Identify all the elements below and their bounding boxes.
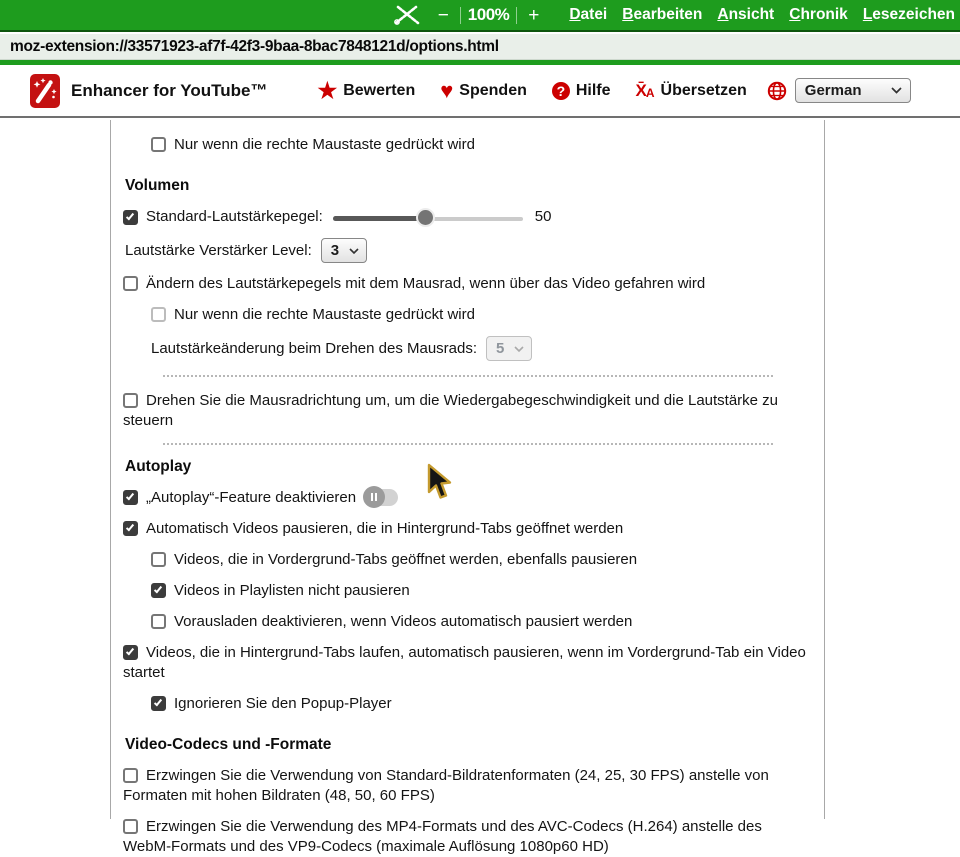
- booster-level-select[interactable]: [321, 238, 367, 263]
- pause-icon: [363, 486, 385, 508]
- option-row: [123, 766, 812, 806]
- volume-slider-thumb[interactable]: [416, 208, 435, 227]
- check-icon: [154, 585, 162, 594]
- option-label: Standard-Lautstärkepegel:: [146, 208, 323, 225]
- checkbox-pause-background[interactable]: [123, 521, 138, 536]
- rate-label: Bewerten: [343, 81, 416, 99]
- option-label: Nur wenn die rechte Maustaste gedrückt wird: [174, 136, 475, 153]
- help-label: Hilfe: [575, 81, 611, 99]
- zoom-in-button[interactable]: +: [528, 4, 540, 26]
- zoom-out-button[interactable]: −: [437, 4, 449, 26]
- page-title: Enhancer for YouTube™: [71, 80, 268, 100]
- checkbox-reverse-wheel[interactable]: [123, 393, 138, 408]
- check-icon: [126, 492, 134, 501]
- translate-icon: X̄ A: [635, 81, 655, 100]
- url-bar[interactable]: [0, 34, 960, 60]
- section-heading-volume: Volumen: [125, 177, 190, 194]
- menu-lesezeichen[interactable]: Lesezeichen: [862, 6, 955, 23]
- wheel-step-select[interactable]: [486, 336, 532, 361]
- chevron-down-icon: [514, 346, 524, 352]
- section-heading-codecs: Video-Codecs und -Formate: [125, 736, 332, 753]
- volume-slider[interactable]: [333, 208, 523, 227]
- globe-icon: [767, 81, 787, 101]
- checkbox-wheel-volume[interactable]: [123, 276, 138, 291]
- menubar-divider: [460, 7, 461, 24]
- check-icon: [126, 523, 134, 532]
- enhancer-logo-icon: [30, 72, 60, 109]
- option-row: [123, 817, 812, 857]
- option-label: Ändern des Lautstärkepegels mit dem Mausrad, wenn über das Video gefahren wird: [146, 275, 706, 292]
- question-icon: ?: [552, 82, 570, 100]
- section-heading-autoplay: Autoplay: [125, 458, 192, 475]
- checkbox-pause-foreground[interactable]: [151, 552, 166, 567]
- autoplay-toggle[interactable]: [365, 489, 398, 506]
- option-row: [151, 550, 812, 570]
- option-label: Videos in Playlisten nicht pausieren: [174, 582, 410, 599]
- option-label: Lautstärkeänderung beim Drehen des Mausrads:: [151, 339, 478, 357]
- volume-value: 50: [534, 208, 552, 225]
- check-icon: [126, 211, 134, 220]
- volume-slider-fill: [333, 216, 426, 221]
- wheel-step-value: 5: [496, 339, 505, 357]
- check-icon: [126, 647, 134, 656]
- donate-link[interactable]: [440, 77, 527, 103]
- option-label: Automatisch Videos pausieren, die in Hintergrund-Tabs geöffnet werden: [146, 520, 624, 537]
- checkbox-wheel-right-button[interactable]: [151, 307, 166, 322]
- checkbox-pause-when-foreground-starts[interactable]: [123, 645, 138, 660]
- dotted-separator: [163, 443, 773, 445]
- menu-ansicht[interactable]: Ansicht: [717, 6, 775, 23]
- options-page: [110, 120, 825, 855]
- browser-menubar: [0, 0, 960, 32]
- option-row: [151, 305, 812, 325]
- option-row: [123, 643, 812, 683]
- url-text: moz-extension://33571923-af7f-42f3-9baa-8bac7848121d/options.html: [10, 37, 499, 55]
- option-row: [151, 135, 812, 155]
- chevron-down-icon: [891, 87, 902, 94]
- booster-level-value: 3: [330, 241, 340, 259]
- menu-list: [559, 6, 960, 24]
- option-label: Erzwingen Sie die Verwendung von Standard-Bildratenformaten (24, 25, 30 FPS) anstelle von Formaten mit hohen Bildraten (48, 50, 60 FPS): [123, 767, 769, 804]
- option-row: [125, 238, 812, 263]
- zoom-level-label: 100%: [467, 5, 510, 24]
- checkbox-ignore-popup-player[interactable]: [151, 696, 166, 711]
- translate-label: Übersetzen: [660, 81, 747, 99]
- option-row: [151, 694, 812, 714]
- checkbox-default-volume[interactable]: [123, 210, 138, 225]
- option-label: Videos, die in Vordergrund-Tabs geöffnet werden, ebenfalls pausieren: [174, 551, 638, 568]
- donate-label: Spenden: [459, 81, 527, 99]
- menu-bearbeiten[interactable]: Bearbeiten: [622, 6, 703, 23]
- language-value: German: [804, 82, 862, 99]
- option-label: Videos, die in Hintergrund-Tabs laufen, automatisch pausieren, wenn im Vordergrund-Tab ein Video startet: [123, 644, 806, 681]
- option-row: [123, 274, 812, 294]
- option-row: [123, 488, 812, 508]
- option-row: [123, 391, 812, 431]
- option-label: „Autoplay“-Feature deaktivieren: [146, 489, 357, 506]
- extension-header: [0, 65, 960, 118]
- translate-link[interactable]: [636, 82, 747, 100]
- checkbox-disable-autoplay[interactable]: [123, 490, 138, 505]
- option-row: [123, 519, 812, 539]
- tools-icon[interactable]: [392, 4, 422, 26]
- rate-link[interactable]: [317, 77, 416, 103]
- check-icon: [154, 698, 162, 707]
- checkbox-dont-pause-playlists[interactable]: [151, 583, 166, 598]
- option-row: [123, 207, 812, 227]
- menu-datei[interactable]: Datei: [569, 6, 608, 23]
- option-label: Vorausladen deaktivieren, wenn Videos automatisch pausiert werden: [174, 613, 633, 630]
- language-select[interactable]: [795, 78, 911, 103]
- dotted-separator: [163, 375, 773, 377]
- option-row: [151, 612, 812, 632]
- option-label: Ignorieren Sie den Popup-Player: [174, 695, 392, 712]
- help-link[interactable]: [552, 82, 611, 100]
- checkbox-force-mp4-avc[interactable]: [123, 819, 138, 834]
- checkbox-force-standard-framerate[interactable]: [123, 768, 138, 783]
- star-icon: ★: [317, 77, 338, 103]
- checkbox-only-right-button[interactable]: [151, 137, 166, 152]
- menubar-divider: [516, 7, 517, 24]
- header-actions: [317, 77, 747, 103]
- chevron-down-icon: [349, 248, 359, 254]
- option-label: Lautstärke Verstärker Level:: [125, 241, 312, 259]
- heart-icon: ♥: [440, 77, 454, 103]
- menu-chronik[interactable]: Chronik: [789, 6, 848, 23]
- checkbox-disable-preload[interactable]: [151, 614, 166, 629]
- option-label: Erzwingen Sie die Verwendung des MP4-Formats und des AVC-Codecs (H.264) anstelle des WebM-Formats und des VP9-Codecs (maximale Auflösung 1080p60 HD): [123, 818, 762, 855]
- option-label: Drehen Sie die Mausradrichtung um, um die Wiedergabegeschwindigkeit und die Lautstärke zu steuern: [123, 392, 779, 429]
- option-row: [151, 581, 812, 601]
- option-label: Nur wenn die rechte Maustaste gedrückt wird: [174, 306, 475, 323]
- language-area: [767, 78, 911, 103]
- option-row: [151, 336, 812, 361]
